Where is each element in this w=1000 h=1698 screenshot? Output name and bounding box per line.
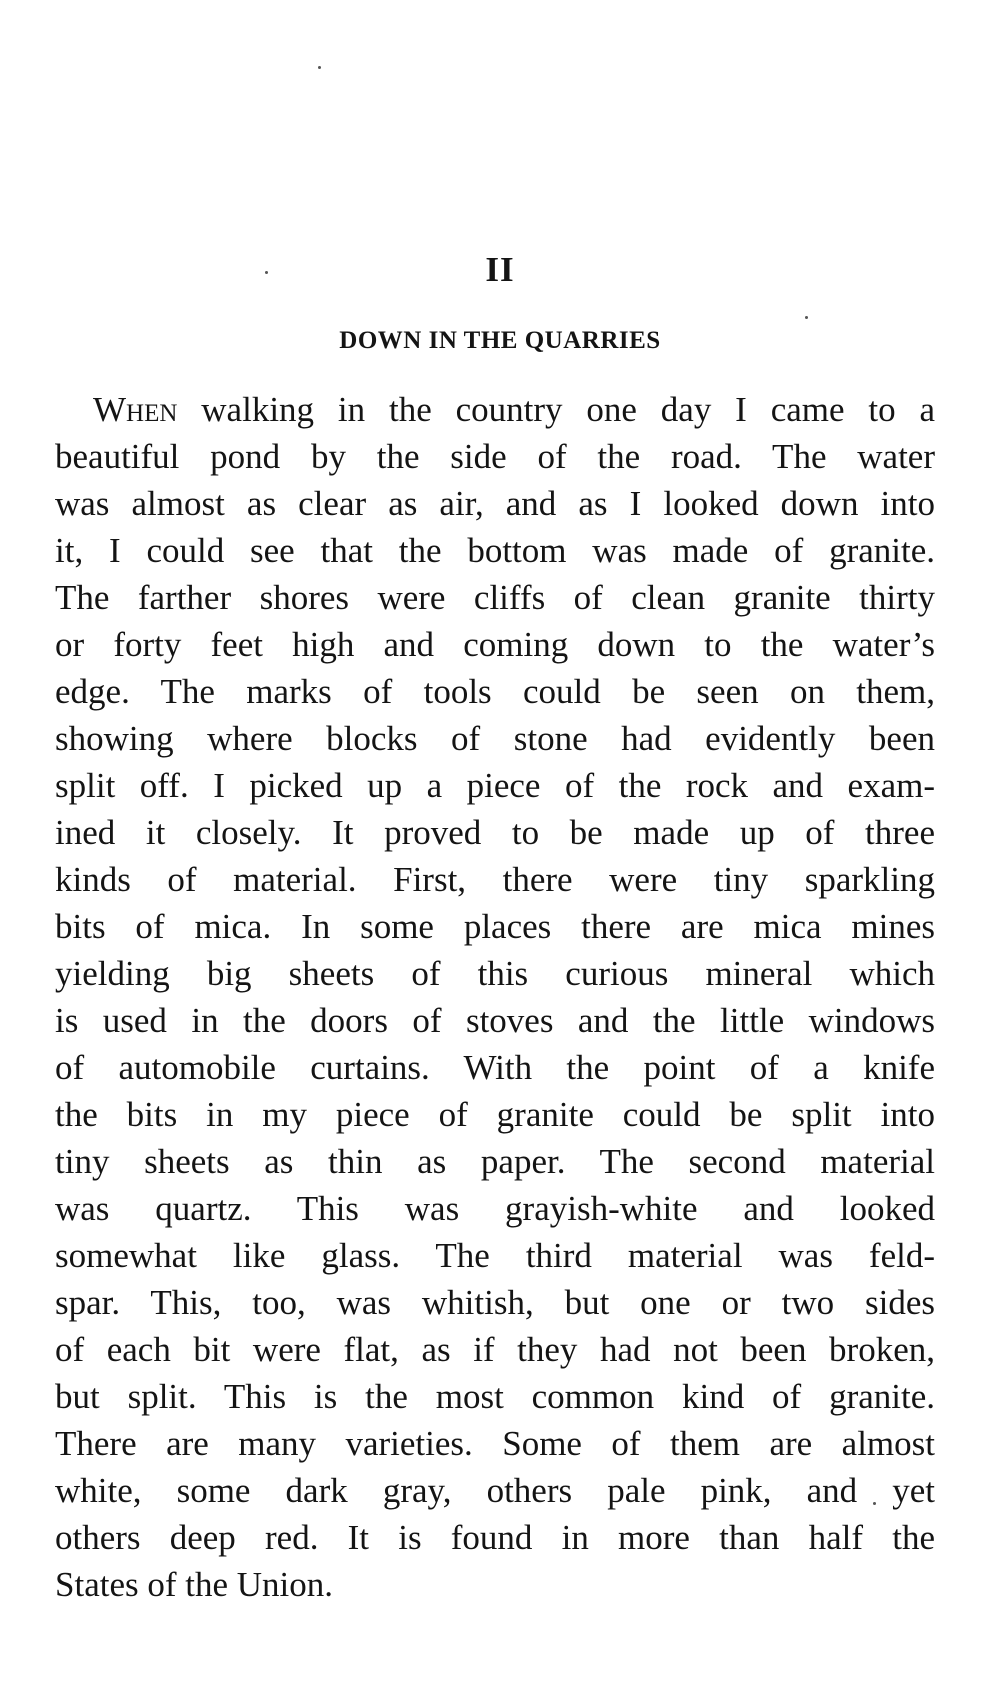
text-line: split off. I picked up a piece of the rock and exam- [55,766,935,805]
chapter-number: II [485,250,515,289]
text-line: ined it closely. It proved to be made up of three [55,813,935,852]
text-line: of automobile curtains. With the point of a knife [55,1048,935,1087]
text-line: but split. This is the most common kind of granite. [55,1377,935,1416]
text-line: There are many varieties. Some of them are almost [55,1424,935,1463]
text-line: beautiful pond by the side of the road. The water [55,437,935,476]
text-line: it, I could see that the bottom was made of granite. [55,531,935,570]
text-line: is used in the doors of stoves and the little windows [55,1001,935,1040]
text-line: or forty feet high and coming down to the water’s [55,625,935,664]
text-line: others deep red. It is found in more than half the [55,1518,935,1557]
text-line: tiny sheets as thin as paper. The second material [55,1142,935,1181]
text-line: somewhat like glass. The third material was feld- [55,1236,935,1275]
text-line: white, some dark gray, others pale pink, and yet [55,1471,935,1510]
text-line [55,386,935,433]
text-line: was quartz. This was grayish-white and looked [55,1189,935,1228]
text-line: edge. The marks of tools could be seen on them, [55,672,935,711]
text-line: yielding big sheets of this curious mineral which [55,954,935,993]
print-speck [805,316,808,319]
text-line: showing where blocks of stone had evidently been [55,719,935,758]
chapter-title: DOWN IN THE QUARRIES [339,327,661,354]
text-line: bits of mica. In some places there are mica mines [55,907,935,946]
text-line: The farther shores were cliffs of clean granite thirty [55,578,935,617]
text-line: States of the Union. [55,1565,334,1604]
drop-word: When [93,390,178,429]
text-line: of each bit were flat, as if they had not been broken, [55,1330,935,1369]
text-line: spar. This, too, was whitish, but one or two sides [55,1283,935,1322]
text-line: kinds of material. First, there were tiny sparkling [55,860,935,899]
line-remainder: walking in the country one day I came to a [177,390,935,429]
chapter-body [55,386,935,1608]
print-speck [318,66,321,69]
text-line: the bits in my piece of granite could be split into [55,1095,935,1134]
text-line: was almost as clear as air, and as I looked down into [55,484,935,523]
